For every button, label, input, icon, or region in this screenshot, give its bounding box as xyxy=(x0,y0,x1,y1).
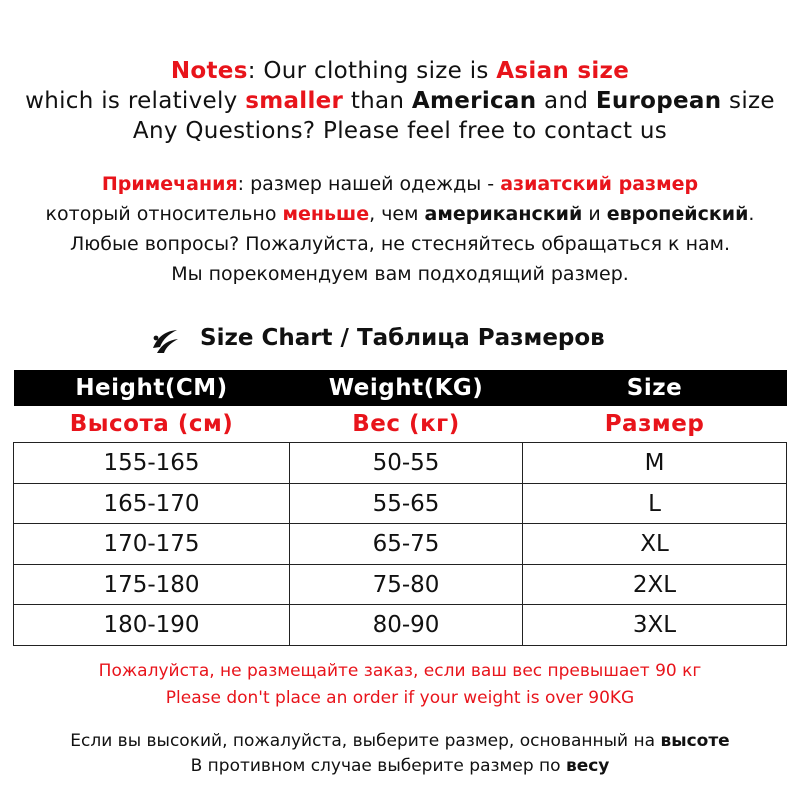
note-text: . xyxy=(748,203,755,225)
advice-text: В противном случае выберите размер по xyxy=(190,756,566,776)
smaller-ru-highlight: меньше xyxy=(282,203,370,225)
american-bold: American xyxy=(411,88,537,114)
table-row xyxy=(14,564,787,605)
notes-ru-label: Примечания xyxy=(101,173,238,195)
table-row xyxy=(14,483,787,524)
advice-text: Если вы высокий, пожалуйста, выберите размер, основанный на xyxy=(70,731,661,751)
header-size-ru: Размер xyxy=(604,411,705,438)
asian-size-ru-highlight: азиатский размер xyxy=(500,173,699,195)
note-ru-line-4: Мы порекомендуем вам подходящий размер. xyxy=(171,263,629,285)
note-en-line-3: Any Questions? Please feel free to contact us xyxy=(132,118,668,144)
height-cell: 175-180 xyxy=(14,564,290,605)
height-cell: 180-190 xyxy=(14,605,290,646)
header-size: Size xyxy=(523,370,787,406)
note-text: и xyxy=(582,203,607,225)
advice-line-2 xyxy=(0,756,800,776)
header-row-ru xyxy=(14,406,787,443)
note-ru-line-2 xyxy=(0,203,800,225)
weight-cell: 50-55 xyxy=(290,443,523,484)
weight-cell: 75-80 xyxy=(290,564,523,605)
weight-cell: 80-90 xyxy=(290,605,523,646)
notes-ru-text: : размер нашей одежды - xyxy=(237,173,501,195)
header-row-en xyxy=(14,370,787,406)
note-text: , чем xyxy=(369,203,425,225)
swoosh-logo-icon xyxy=(150,326,180,356)
height-cell: 170-175 xyxy=(14,524,290,565)
height-cell: 155-165 xyxy=(14,443,290,484)
weight-bold: весу xyxy=(565,756,610,776)
weight-cell: 55-65 xyxy=(290,483,523,524)
header-weight-ru: Вес (кг) xyxy=(352,411,460,438)
note-text: which is relatively xyxy=(25,88,246,114)
warning-ru: Пожалуйста, не размещайте заказ, если ваш вес превышает 90 кг xyxy=(98,661,702,681)
note-text: который относительно xyxy=(45,203,283,225)
notes-label: Notes xyxy=(170,58,248,84)
warning-en: Please don't place an order if your weight is over 90KG xyxy=(165,688,635,708)
header-height: Height(CM) xyxy=(14,370,290,406)
note-en-line-2 xyxy=(0,88,800,114)
size-chart-title xyxy=(0,324,800,356)
notes-text: : Our clothing size is xyxy=(247,58,497,84)
american-ru-bold: американский xyxy=(424,203,583,225)
height-cell: 165-170 xyxy=(14,483,290,524)
asian-size-highlight: Asian size xyxy=(496,58,630,84)
european-ru-bold: европейский xyxy=(606,203,749,225)
size-cell: 2XL xyxy=(523,564,787,605)
table-row xyxy=(14,524,787,565)
european-bold: European xyxy=(595,88,722,114)
size-cell: L xyxy=(523,483,787,524)
height-bold: высоте xyxy=(660,731,730,751)
weight-cell: 65-75 xyxy=(290,524,523,565)
smaller-highlight: smaller xyxy=(245,88,344,114)
note-text: than xyxy=(343,88,412,114)
size-cell: XL xyxy=(523,524,787,565)
note-en-line-1 xyxy=(0,58,800,84)
table-row xyxy=(14,605,787,646)
note-ru-line-3: Любые вопросы? Пожалуйста, не стесняйтесь обращаться к нам. xyxy=(69,233,731,255)
size-chart-table xyxy=(13,370,787,646)
advice-line-1 xyxy=(0,731,800,751)
header-weight: Weight(KG) xyxy=(290,370,523,406)
header-height-ru: Высота (см) xyxy=(69,411,234,438)
title-text: Size Chart / Таблица Размеров xyxy=(200,325,605,351)
note-ru-line-1 xyxy=(0,173,800,195)
size-cell: M xyxy=(523,443,787,484)
note-text: size xyxy=(721,88,775,114)
table-row xyxy=(14,443,787,484)
size-cell: 3XL xyxy=(523,605,787,646)
note-text: and xyxy=(536,88,596,114)
